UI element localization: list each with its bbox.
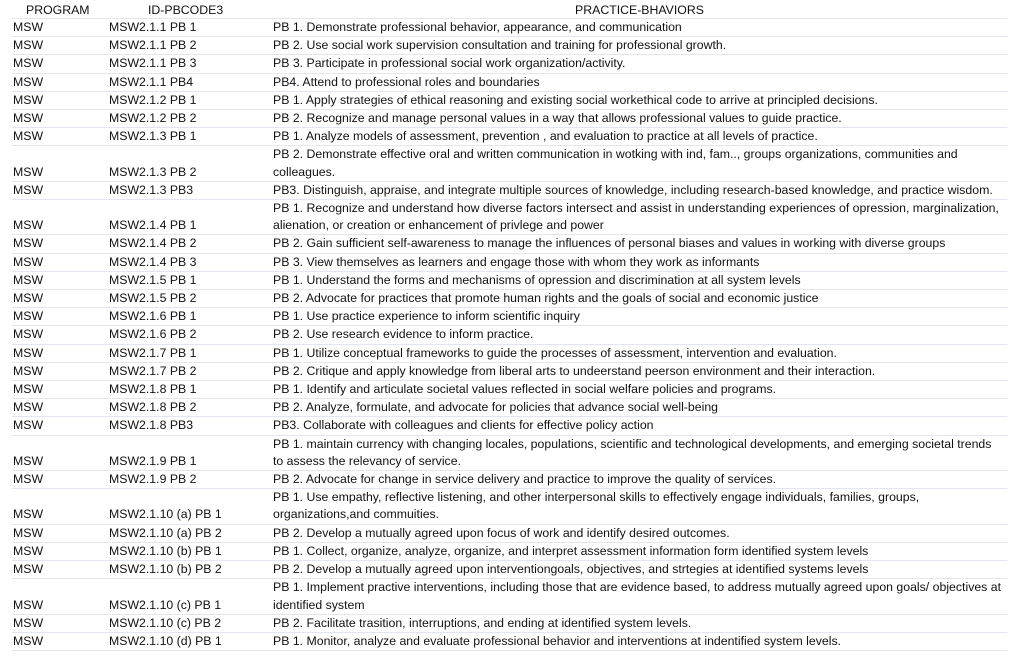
table-row xyxy=(12,435,1007,470)
program-cell: MSW xyxy=(12,614,108,632)
table-row xyxy=(12,561,1007,579)
behavior-cell: PB 1. Recognize and understand how diverse factors intersect and assist in understanding experiences of opression, marginalization, alienation, or creation or enhancement of privlege and power xyxy=(272,200,1007,235)
id-cell: MSW2.1.5 PB 1 xyxy=(108,271,272,289)
behavior-cell: PB 2. Gain sufficient self-awareness to manage the influences of personal biases and values in working with diverse groups xyxy=(272,235,1007,253)
program-cell: MSW xyxy=(12,110,108,128)
behavior-cell: PB 1. Analyze models of assessment, prevention , and evaluation to practice at all levels of practice. xyxy=(272,128,1007,146)
program-cell: MSW xyxy=(12,632,108,650)
program-cell: MSW xyxy=(12,235,108,253)
program-cell: MSW xyxy=(12,19,108,37)
id-cell: MSW2.1.4 PB 3 xyxy=(108,253,272,271)
table-row xyxy=(12,326,1007,344)
id-cell: MSW2.1.9 PB 1 xyxy=(108,435,272,470)
id-cell: MSW2.1.10 (b) PB 2 xyxy=(108,561,272,579)
behavior-cell: PB 1. Identify and articulate societal values reflected in social welfare policies and programs. xyxy=(272,381,1007,399)
id-cell: MSW2.1.1 PB4 xyxy=(108,73,272,91)
id-cell: MSW2.1.9 PB 2 xyxy=(108,471,272,489)
table-row xyxy=(12,146,1007,181)
table-row xyxy=(12,110,1007,128)
program-cell: MSW xyxy=(12,181,108,199)
program-cell: MSW xyxy=(12,128,108,146)
behavior-cell: PB 1. Utilize conceptual frameworks to guide the processes of assessment, intervention and evaluation. xyxy=(272,344,1007,362)
table-row xyxy=(12,55,1007,73)
program-cell: MSW xyxy=(12,326,108,344)
id-cell: MSW2.1.3 PB3 xyxy=(108,181,272,199)
table-row xyxy=(12,253,1007,271)
id-cell: MSW2.1.2 PB 1 xyxy=(108,91,272,109)
program-cell: MSW xyxy=(12,381,108,399)
behavior-cell: PB 1. Use practice experience to inform scientific inquiry xyxy=(272,308,1007,326)
behavior-cell: PB 1. Understand the forms and mechanisms of opression and discrimination at all system levels xyxy=(272,271,1007,289)
id-cell: MSW2.1.10 (b) PB 1 xyxy=(108,542,272,560)
id-cell: MSW2.1.7 PB 1 xyxy=(108,344,272,362)
program-column-header: PROGRAM xyxy=(12,1,108,19)
id-cell: MSW2.1.10 (c) PB 1 xyxy=(108,579,272,614)
program-cell: MSW xyxy=(12,91,108,109)
program-cell: MSW xyxy=(12,561,108,579)
behavior-cell: PB3. Collaborate with colleagues and clients for effective policy action xyxy=(272,417,1007,435)
program-cell: MSW xyxy=(12,471,108,489)
behavior-cell: PB 2. Use social work supervision consultation and training for professional growth. xyxy=(272,37,1007,55)
program-cell: MSW xyxy=(12,435,108,470)
table-row xyxy=(12,399,1007,417)
behavior-cell: PB 2. Facilitate trasition, interruptions, and ending at identified system levels. xyxy=(272,614,1007,632)
practice-behaviors-sheet xyxy=(12,1,1007,651)
behavior-cell: PB 2. Demonstrate effective oral and written communication in wotking with ind, fam.., groups organizations, communities and colleagues. xyxy=(272,146,1007,181)
id-cell: MSW2.1.5 PB 2 xyxy=(108,290,272,308)
behavior-cell: PB3. Distinguish, appraise, and integrate multiple sources of knowledge, including research-based knowledge, and practice wisdom. xyxy=(272,181,1007,199)
id-cell: MSW2.1.4 PB 1 xyxy=(108,200,272,235)
table-row xyxy=(12,290,1007,308)
program-cell: MSW xyxy=(12,399,108,417)
table-row xyxy=(12,91,1007,109)
program-cell: MSW xyxy=(12,579,108,614)
table-row xyxy=(12,271,1007,289)
behavior-cell: PB 2. Analyze, formulate, and advocate for policies that advance social well-being xyxy=(272,399,1007,417)
program-cell: MSW xyxy=(12,37,108,55)
behavior-cell: PB 2. Develop a mutually agreed upon interventiongoals, objectives, and strtegies at identified systems levels xyxy=(272,561,1007,579)
program-cell: MSW xyxy=(12,146,108,181)
id-cell: MSW2.1.10 (a) PB 2 xyxy=(108,524,272,542)
table-row xyxy=(12,19,1007,37)
id-cell: MSW2.1.1 PB 1 xyxy=(108,19,272,37)
id-cell: MSW2.1.8 PB3 xyxy=(108,417,272,435)
id-cell: MSW2.1.10 (d) PB 1 xyxy=(108,632,272,650)
id-cell: MSW2.1.7 PB 2 xyxy=(108,362,272,380)
header-row xyxy=(12,1,1007,19)
table-row xyxy=(12,37,1007,55)
behavior-cell: PB 2. Develop a mutually agreed upon focus of work and identify desired outcomes. xyxy=(272,524,1007,542)
id-cell: MSW2.1.3 PB 2 xyxy=(108,146,272,181)
behavior-cell: PB 1. Apply strategies of ethical reasoning and existing social workethical code to arrive at principled decisions. xyxy=(272,91,1007,109)
table-row xyxy=(12,579,1007,614)
table-row xyxy=(12,524,1007,542)
program-cell: MSW xyxy=(12,344,108,362)
table-row xyxy=(12,542,1007,560)
program-cell: MSW xyxy=(12,290,108,308)
program-cell: MSW xyxy=(12,253,108,271)
table-row xyxy=(12,128,1007,146)
program-cell: MSW xyxy=(12,489,108,524)
behavior-cell: PB 1. Use empathy, reflective listening, and other interpersonal skills to effectively engage individuals, families, groups, organizations,and commuities. xyxy=(272,489,1007,524)
program-cell: MSW xyxy=(12,362,108,380)
table-row xyxy=(12,489,1007,524)
id-cell: MSW2.1.6 PB 2 xyxy=(108,326,272,344)
id-column-header: ID-PBCODE3 xyxy=(108,1,272,19)
table-row xyxy=(12,308,1007,326)
table-body xyxy=(12,19,1007,651)
behavior-cell: PB 1. Demonstrate professional behavior, appearance, and communication xyxy=(272,19,1007,37)
program-cell: MSW xyxy=(12,55,108,73)
table-row xyxy=(12,471,1007,489)
behavior-cell: PB 1. maintain currency with changing locales, populations, scientific and technological developments, and emerging societal trends to assess the relevancy of service. xyxy=(272,435,1007,470)
program-cell: MSW xyxy=(12,271,108,289)
behavior-cell: PB 3. Participate in professional social work organization/activity. xyxy=(272,55,1007,73)
behavior-cell: PB4. Attend to professional roles and boundaries xyxy=(272,73,1007,91)
id-cell: MSW2.1.10 (c) PB 2 xyxy=(108,614,272,632)
table-row xyxy=(12,73,1007,91)
behavior-cell: PB 1. Collect, organize, analyze, organize, and interpret assessment information form identified system levels xyxy=(272,542,1007,560)
table-row xyxy=(12,632,1007,650)
program-cell: MSW xyxy=(12,524,108,542)
behavior-cell: PB 2. Critique and apply knowledge from liberal arts to undeerstand peerson environment and their interaction. xyxy=(272,362,1007,380)
behavior-cell: PB 3. View themselves as learners and engage those with whom they work as informants xyxy=(272,253,1007,271)
id-cell: MSW2.1.4 PB 2 xyxy=(108,235,272,253)
practice-behaviors-table xyxy=(12,1,1007,651)
program-cell: MSW xyxy=(12,417,108,435)
id-cell: MSW2.1.10 (a) PB 1 xyxy=(108,489,272,524)
id-cell: MSW2.1.6 PB 1 xyxy=(108,308,272,326)
table-row xyxy=(12,200,1007,235)
table-row xyxy=(12,362,1007,380)
id-cell: MSW2.1.8 PB 2 xyxy=(108,399,272,417)
behavior-cell: PB 2. Advocate for practices that promote human rights and the goals of social and economic justice xyxy=(272,290,1007,308)
table-row xyxy=(12,381,1007,399)
table-row xyxy=(12,614,1007,632)
id-cell: MSW2.1.8 PB 1 xyxy=(108,381,272,399)
id-cell: MSW2.1.3 PB 1 xyxy=(108,128,272,146)
program-cell: MSW xyxy=(12,542,108,560)
program-cell: MSW xyxy=(12,73,108,91)
id-cell: MSW2.1.2 PB 2 xyxy=(108,110,272,128)
program-cell: MSW xyxy=(12,200,108,235)
behavior-cell: PB 2. Advocate for change in service delivery and practice to improve the quality of services. xyxy=(272,471,1007,489)
table-row xyxy=(12,417,1007,435)
behavior-cell: PB 2. Use research evidence to inform practice. xyxy=(272,326,1007,344)
behavior-cell: PB 1. Implement practive interventions, including those that are evidence based, to address mutually agreed upon goals/ objectives at identified system xyxy=(272,579,1007,614)
program-cell: MSW xyxy=(12,308,108,326)
id-cell: MSW2.1.1 PB 2 xyxy=(108,37,272,55)
id-cell: MSW2.1.1 PB 3 xyxy=(108,55,272,73)
table-row xyxy=(12,235,1007,253)
table-row xyxy=(12,181,1007,199)
table-row xyxy=(12,344,1007,362)
behavior-cell: PB 1. Monitor, analyze and evaluate professional behavior and interventions at indentified system levels. xyxy=(272,632,1007,650)
behavior-cell: PB 2. Recognize and manage personal values in a way that allows professional values to guide practice. xyxy=(272,110,1007,128)
behavior-column-header: PRACTICE-BHAVIORS xyxy=(272,1,1007,19)
